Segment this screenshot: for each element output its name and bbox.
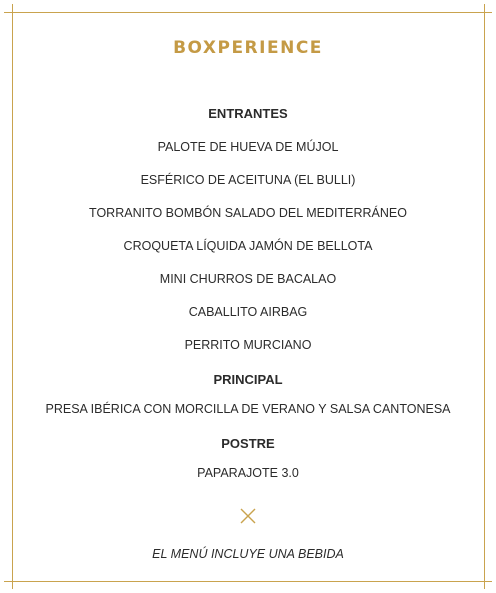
frame-right-border [484,4,485,589]
menu-item: TORRANITO BOMBÓN SALADO DEL MEDITERRÁNEO [89,206,407,220]
section-heading-entrantes: ENTRANTES [208,106,288,121]
section-heading-principal: PRINCIPAL [213,372,283,387]
menu-item: CABALLITO AIRBAG [188,305,308,319]
menu-item: PAPARAJOTE 3.0 [197,466,299,480]
drink-included-note: EL MENÚ INCLUYE UNA BEBIDA [152,547,344,561]
menu-item: MINI CHURROS DE BACALAO [159,272,337,286]
section-heading-postre: POSTRE [221,436,275,451]
frame-bottom-border [4,581,492,582]
menu-item: CROQUETA LÍQUIDA JAMÓN DE BELLOTA [123,239,373,253]
menu-item: PALOTE DE HUEVA DE MÚJOL [157,140,339,154]
menu-item: PERRITO MURCIANO [184,338,312,352]
menu-item: PRESA IBÉRICA CON MORCILLA DE VERANO Y SALSA CANTONESA [45,402,451,416]
frame-left-border [12,4,13,589]
cross-x-icon [238,506,258,526]
menu-item: ESFÉRICO DE ACEITUNA (EL BULLI) [140,173,356,187]
frame-top-border [4,12,492,13]
brand-logo: BOXPERIENCE [173,38,323,58]
